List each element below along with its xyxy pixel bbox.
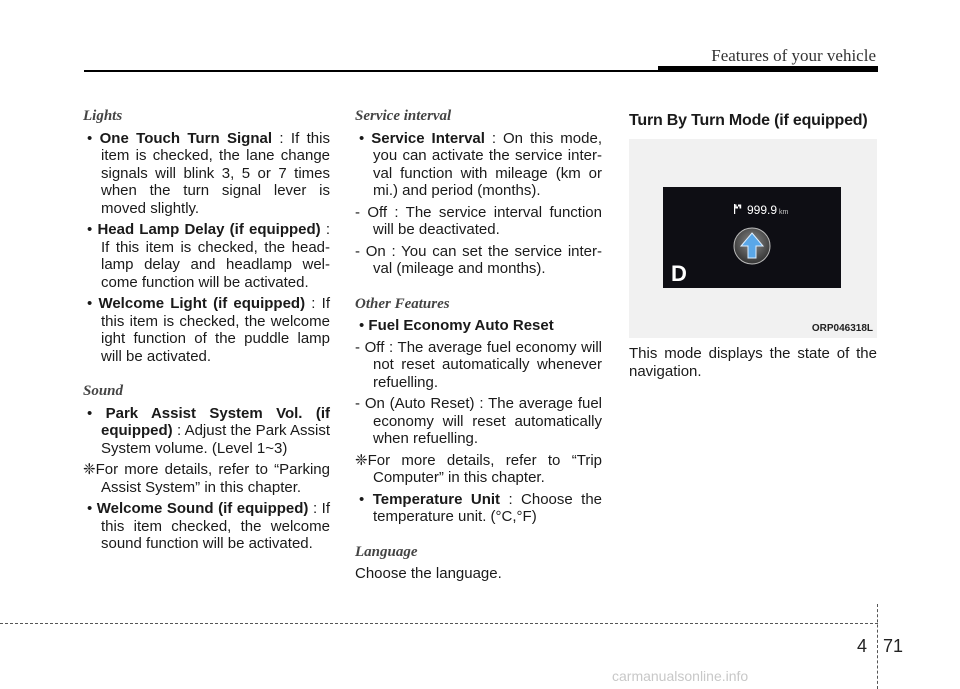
item-term: Temperature Unit <box>372 490 501 508</box>
list-item: • One Touch Turn Signal : If this item is checked, the lane change signals will blink 3, 5 or 7 times when the turn signal lever is moved slightly. <box>87 129 330 217</box>
column-2 <box>355 108 602 583</box>
section-heading-service: Service interval <box>355 108 452 124</box>
list-item: • Temperature Unit : Choose the temperature unit. (°C,°F) <box>359 490 603 525</box>
item-term: Head Lamp Delay (if equipped) <box>97 221 321 238</box>
note: ❈For more details, refer to “Parking Assist System” in this chapter. <box>83 461 330 496</box>
item-text: : On this mode, you can activate the service inter-val function with mileage (km or mi.) and period (months). <box>373 129 602 199</box>
note: ❈For more details, refer to “Trip Computer” in this chapter. <box>355 451 602 486</box>
column-3 <box>629 108 876 130</box>
list-item: • Service Interval : On this mode, you can activate the service inter-val function with mileage (km or mi.) and period (months). <box>359 129 602 199</box>
item-term: Fuel Economy Auto Reset <box>368 317 554 334</box>
item-text: : If this item is checked, the welcome ight function of the puddle lamp will be activated. <box>101 295 330 365</box>
cluster-display-figure <box>629 139 877 338</box>
distance-readout <box>747 203 788 217</box>
running-header: Features of your vehicle <box>711 46 876 65</box>
header-rule <box>84 70 878 72</box>
list-item: • Welcome Light (if equipped) : If this item is checked, the welcome ight function of the puddle lamp will be activated. <box>87 295 330 365</box>
distance-value: 999.9 <box>747 203 778 217</box>
item-text: : Adjust the Park Assist System volume. (Level 1~3) <box>101 422 330 457</box>
item-text: : Choose the temperature unit. (°C,°F) <box>373 490 603 525</box>
distance-unit: km <box>779 209 789 216</box>
sub-item: - Off : The service interval function will be deactivated. <box>355 203 602 238</box>
straight-arrow-icon <box>732 226 772 266</box>
item-text: : If this item is checked, the head-lamp delay and headlamp wel-come function will be activated. <box>101 221 331 291</box>
gear-indicator: D <box>671 261 687 286</box>
item-term: Welcome Light (if equipped) <box>98 295 306 312</box>
list-item: • Fuel Economy Auto Reset <box>359 317 554 334</box>
section-heading-turn-by-turn: Turn By Turn Mode (if equipped) <box>629 112 868 129</box>
list-item: • Head Lamp Delay (if equipped) : If this item is checked, the head-lamp delay and headlamp wel-come function will be activated. <box>87 221 331 291</box>
item-term: Park Assist System Vol. (if equipped) <box>101 404 330 439</box>
body-text: Choose the language. <box>355 565 502 582</box>
figure-caption: This mode displays the state of the navigation. <box>629 345 877 380</box>
destination-flag-icon <box>733 204 743 214</box>
section-heading-language: Language <box>355 543 418 560</box>
watermark: carmanualsonline.info <box>612 668 749 684</box>
sub-item: - On (Auto Reset) : The average fuel economy will reset automatically when refuelling. <box>355 395 602 447</box>
sub-item: - Off : The average fuel economy will not reset automatically whenever refuelling. <box>355 338 602 391</box>
item-term: One Touch Turn Signal <box>99 129 273 147</box>
figure-code: ORP046318L <box>811 323 873 334</box>
section-heading-sound: Sound <box>83 383 124 399</box>
cluster-screen <box>663 187 841 288</box>
column-1 <box>83 108 330 557</box>
footer-divider <box>877 604 878 689</box>
item-term: Service Interval <box>371 129 485 147</box>
item-text: : If this item checked, the welcome sound function will be activated. <box>101 500 330 552</box>
page-number: 71 <box>883 636 904 656</box>
item-term: Welcome Sound (if equipped) <box>96 500 309 517</box>
list-item: • Park Assist System Vol. (if equipped) : Adjust the Park Assist System volume. (Level 1~3) <box>87 404 330 457</box>
section-heading-other: Other Features <box>355 295 450 312</box>
section-heading-lights: Lights <box>83 108 123 124</box>
footer-rule <box>0 623 878 624</box>
list-item: • Welcome Sound (if equipped) : If this item checked, the welcome sound function will be activated. <box>87 500 330 552</box>
sub-item: - On : You can set the service inter-val (mileage and months). <box>355 242 602 277</box>
chapter-number: 4 <box>857 636 868 656</box>
item-text: : If this item is checked, the lane change signals will blink 3, 5 or 7 times when the turn signal lever is moved slightly. <box>101 129 330 217</box>
